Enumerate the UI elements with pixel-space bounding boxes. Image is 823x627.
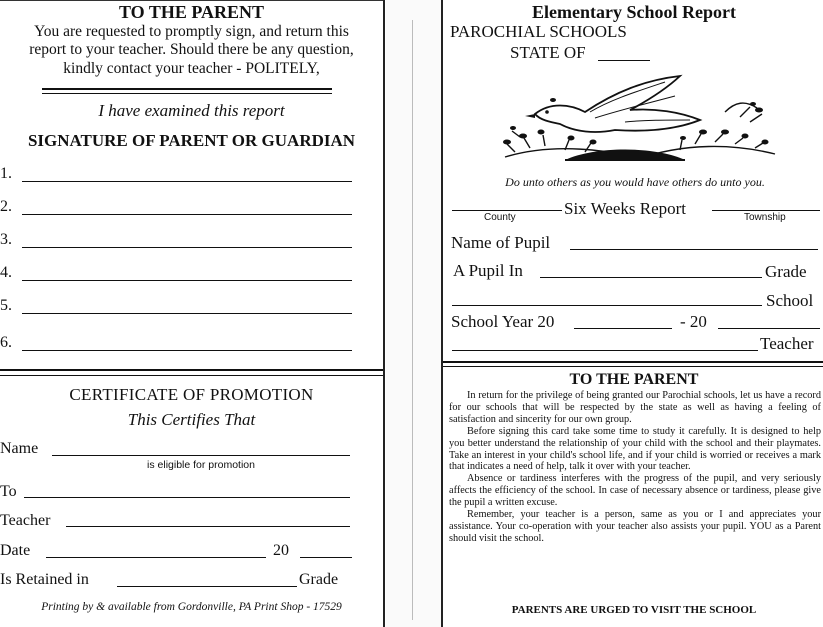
double-rule [42, 88, 332, 90]
left-top-border [0, 0, 383, 1]
right-to-parent-body [449, 390, 821, 545]
paragraph-privilege: In return for the privilege of being granted our Parochial schools, let us have a record for our schools that will be respected by the state as well as having a feeling of satisfaction and sincerity for our own group. [449, 390, 821, 425]
dove-body [535, 76, 700, 132]
signature-number-4: 4. [0, 264, 12, 281]
paragraph-absence: Absence or tardiness interferes with the progress of the pupil, and very seriously affects the efficiency of the school. In case of necessary absence or tardiness, please give the pupil a written excuse. [449, 473, 821, 509]
signature-line-6[interactable] [22, 350, 352, 351]
right-to-parent-title: TO THE PARENT [569, 371, 699, 388]
retained-grade-label: Grade [299, 571, 339, 588]
left-to-parent-line3: kindly contact your teacher - POLITELY, [63, 60, 320, 77]
signature-line-2[interactable] [22, 214, 352, 215]
date-year-line[interactable] [300, 557, 352, 558]
signature-number-2: 2. [0, 198, 12, 215]
fold-gap [386, 0, 442, 627]
right-divider [443, 361, 823, 363]
double-rule-2 [42, 93, 332, 94]
state-label: STATE OF [510, 43, 586, 62]
signature-line-3[interactable] [22, 247, 352, 248]
school-year-end-label: - 20 [680, 312, 707, 331]
grade-label: Grade [765, 262, 807, 281]
teacher-label-right: Teacher [760, 334, 814, 353]
signature-number-3: 3. [0, 231, 12, 248]
fold-edge [412, 20, 413, 620]
paragraph-teacher: Remember, your teacher is a person, same as you or I and appreciates your assistance. Your co-operation with your teacher also assists your pupil. YOU as a Parent should visit the school. [449, 509, 821, 544]
golden-rule-motto: Do unto others as you would have others do unto you. [505, 175, 765, 189]
date-line[interactable] [46, 557, 266, 558]
pupil-in-label: A Pupil In [453, 261, 523, 280]
left-to-parent-line1: You are requested to promptly sign, and return this [34, 23, 349, 40]
date-label: Date [0, 542, 31, 559]
to-line[interactable] [24, 497, 350, 498]
school-label: School [766, 291, 814, 310]
township-line[interactable] [712, 210, 820, 211]
certificate-subtitle: This Certifies That [127, 410, 256, 429]
signature-number-1: 1. [0, 165, 12, 182]
retained-label: Is Retained in [0, 571, 89, 588]
signature-heading: SIGNATURE OF PARENT OR GUARDIAN [27, 131, 356, 150]
section-divider [0, 369, 383, 371]
examined-text: I have examined this report [98, 101, 285, 120]
report-subtitle: PAROCHIAL SCHOOLS [450, 22, 627, 41]
name-line[interactable] [52, 455, 350, 456]
school-line[interactable] [452, 305, 762, 306]
paragraph-study-card: Before signing this card take some time to study it carefully. It is designed to help you better understand the relationship of your child with the school and their playmates. Take an interest in your child's school life, and if your child is worried or receives a mark that indicates a need of help, talk it over with your teacher. [449, 425, 821, 473]
school-year-end-line[interactable] [718, 328, 820, 329]
name-label: Name [0, 440, 39, 457]
signature-line-1[interactable] [22, 181, 352, 182]
closing-line: PARENTS ARE URGED TO VISIT THE SCHOOL [511, 604, 757, 616]
state-line[interactable] [598, 60, 650, 61]
section-divider-2 [0, 375, 383, 376]
certificate-title: CERTIFICATE OF PROMOTION [69, 385, 314, 404]
signature-number-5: 5. [0, 297, 12, 314]
dove-emblem [495, 72, 780, 172]
date-year: 20 [273, 542, 289, 559]
signature-line-4[interactable] [22, 280, 352, 281]
six-weeks-label: Six Weeks Report [564, 199, 687, 218]
signature-number-6: 6. [0, 334, 12, 351]
to-label: To [0, 483, 17, 500]
township-caption: Township [744, 212, 786, 223]
retained-line[interactable] [117, 586, 297, 587]
left-to-parent-line2: report to your teacher. Should there be any question, [29, 41, 354, 58]
teacher-line-right[interactable] [452, 350, 758, 351]
printer-credit: Printing by & available from Gordonville, PA Print Shop - 17529 [41, 601, 342, 613]
school-year-start-line[interactable] [574, 328, 672, 329]
name-of-pupil-label: Name of Pupil [451, 233, 551, 252]
teacher-label: Teacher [0, 512, 51, 529]
county-line[interactable] [452, 210, 562, 211]
signature-line-5[interactable] [22, 313, 352, 314]
right-divider-2 [443, 366, 823, 367]
right-panel-border [441, 0, 443, 627]
county-caption: County [484, 212, 516, 223]
left-to-parent-title: TO THE PARENT [118, 2, 265, 22]
school-year-label: School Year 20 [451, 312, 555, 331]
pupil-in-line[interactable] [540, 277, 762, 278]
eligible-caption: is eligible for promotion [147, 459, 255, 471]
left-panel-border [383, 0, 385, 627]
name-of-pupil-line[interactable] [570, 249, 818, 250]
report-title: Elementary School Report [532, 2, 736, 22]
teacher-line[interactable] [66, 526, 350, 527]
